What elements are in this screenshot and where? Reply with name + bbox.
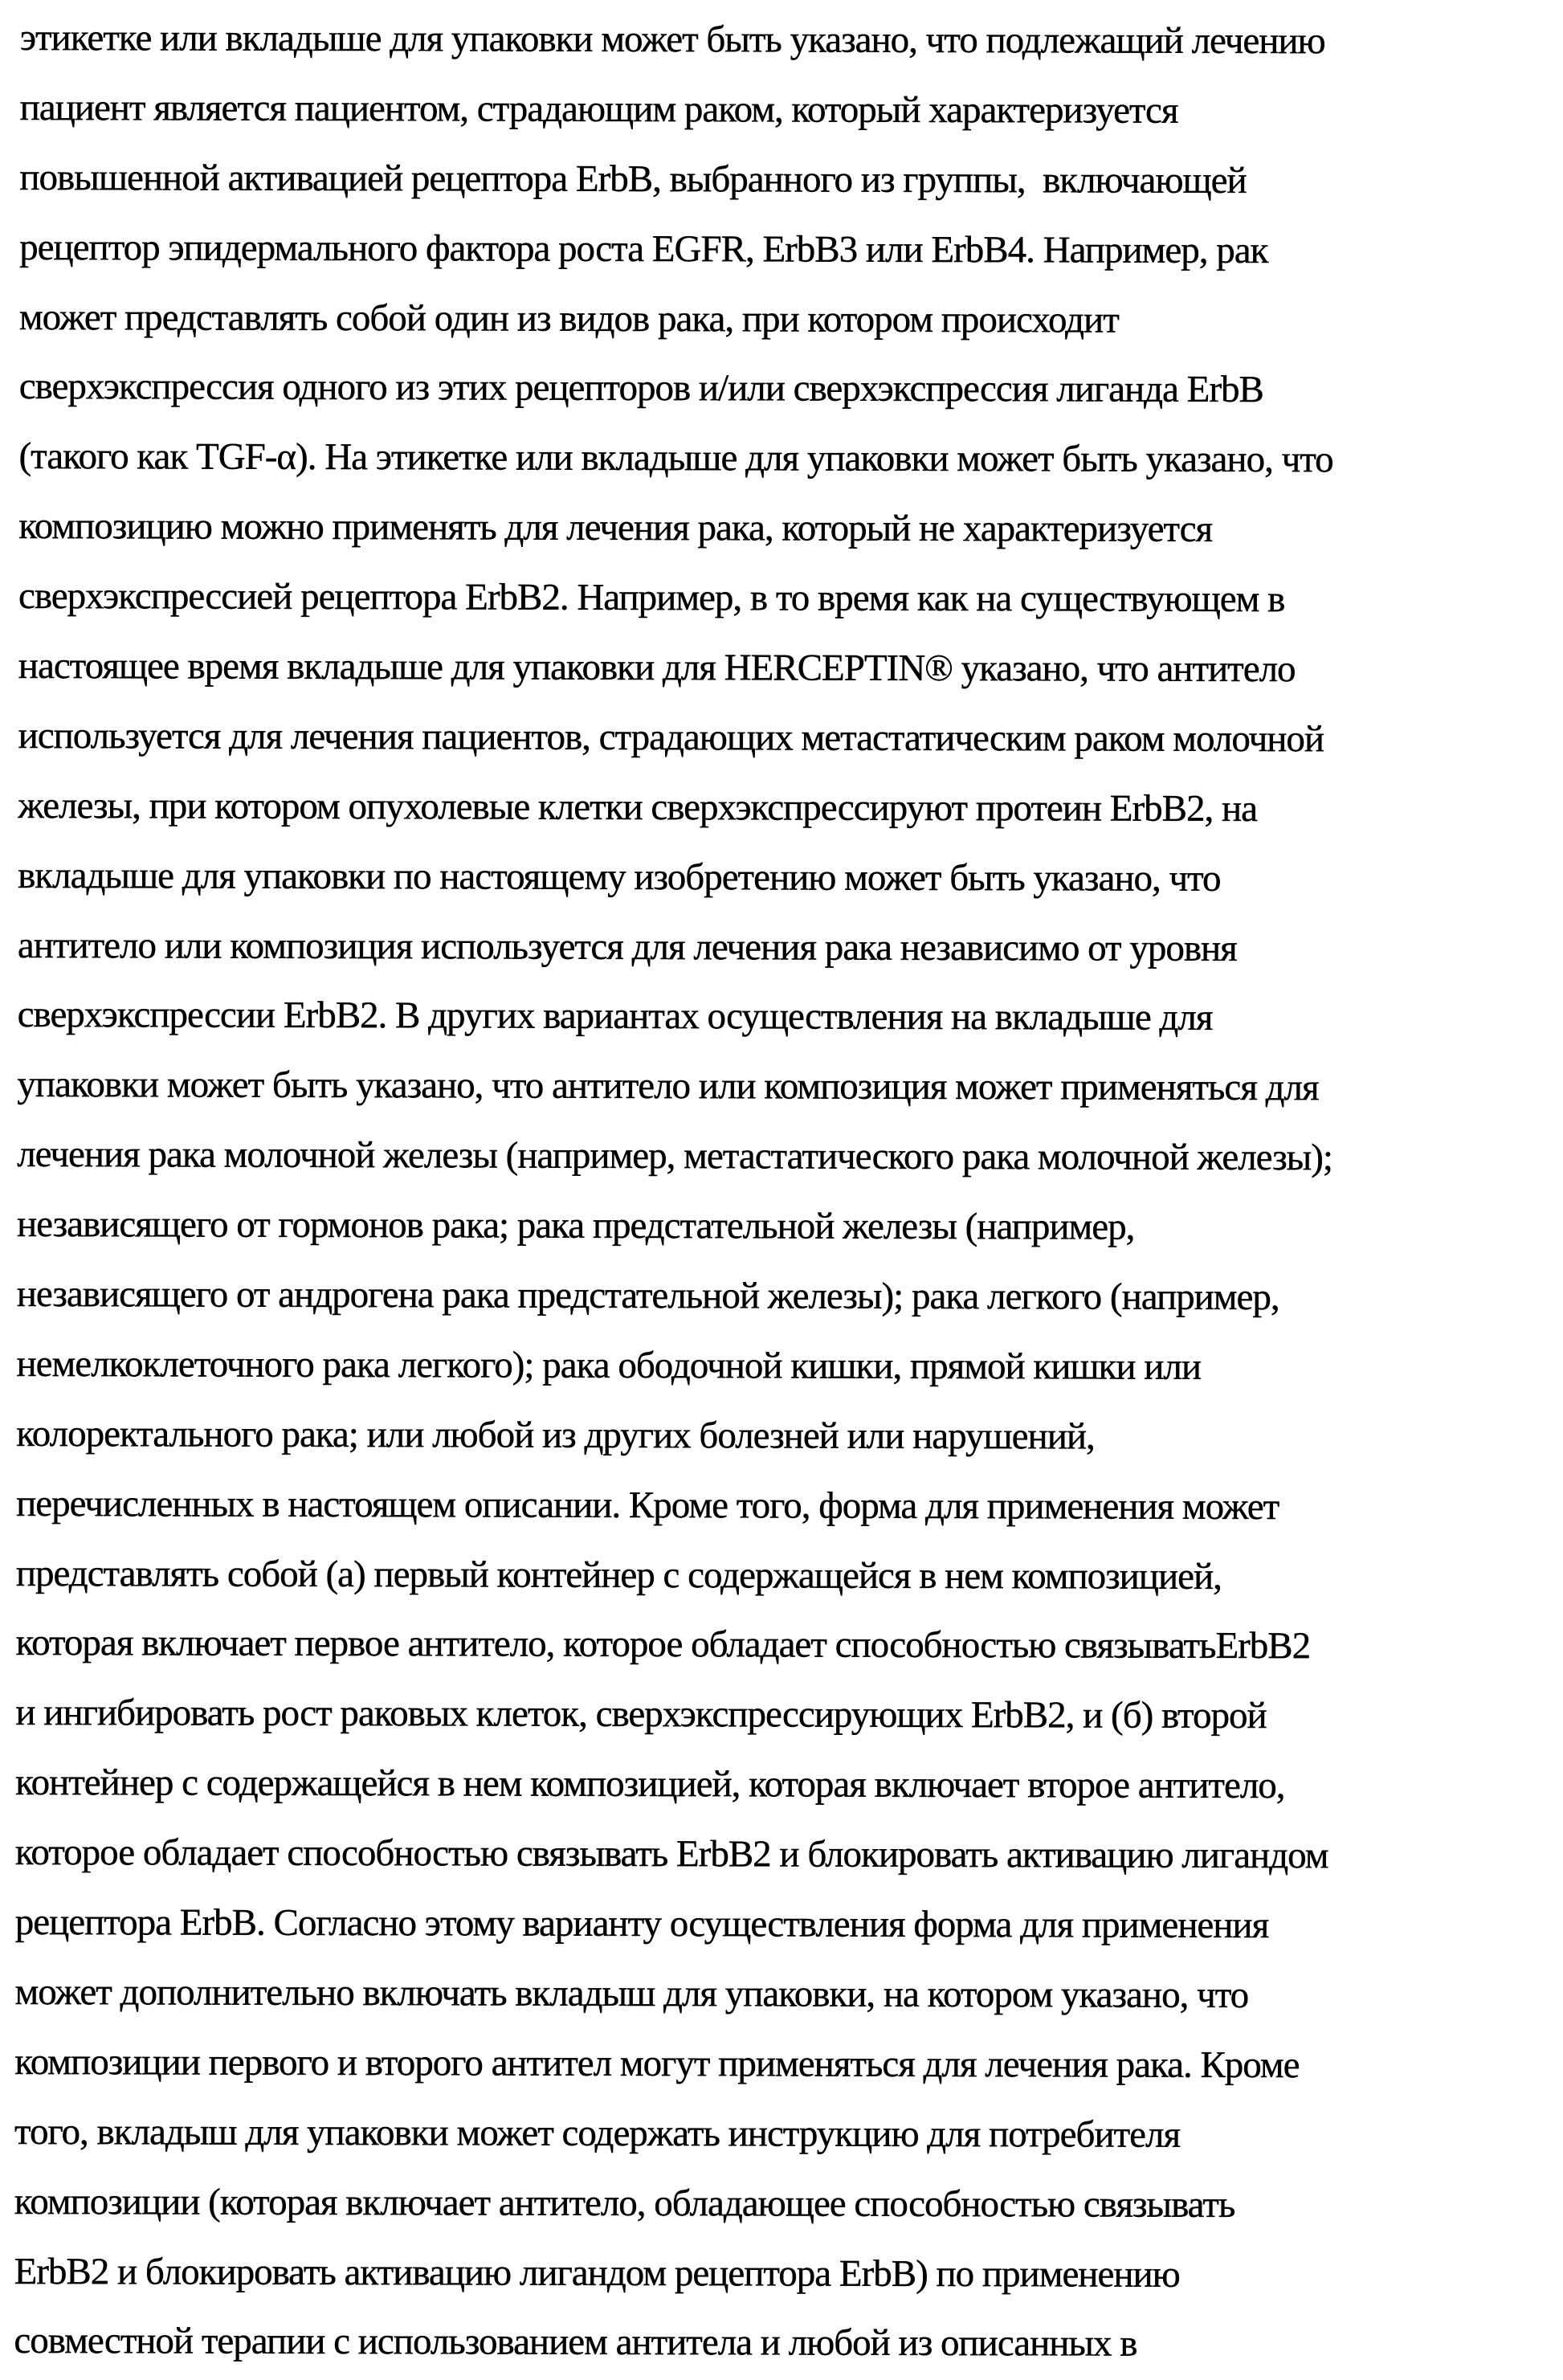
text-line: лечения рака молочной железы (например, метастатического рака молочной железы); [17, 1133, 1333, 1179]
text-line: (такого как TGF-α). На этикетке или вкладыше для упаковки может быть указано, что [18, 435, 1333, 481]
text-line: рецептор эпидермального фактора роста EGFR, ErbB3 или ErbB4. Например, рак [19, 226, 1268, 271]
text-line: и ингибировать рост раковых клеток, сверхэкспрессирующих ErbB2, и (б) второй [15, 1692, 1267, 1737]
text-line: повышенной активацией рецептора ErbB, выбранного из группы, включающей [19, 156, 1247, 202]
text-line: сверхэкспрессия одного из этих рецепторов и/или сверхэкспрессия лиганда ErbB [18, 365, 1263, 411]
text-line: которая включает первое антитело, которое обладает способностью связыватьErbB2 [15, 1622, 1311, 1668]
text-line: совместной терапии с использованием антитела и любой из описанных в [14, 2320, 1137, 2366]
text-line: антитело или композиция используется для лечения рака независимо от уровня [17, 924, 1237, 970]
text-line: сверхэкспрессией рецептора ErbB2. Например, в то время как на существующем в [18, 575, 1285, 621]
text-line: рецептора ErbB. Согласно этому варианту осуществления форма для применения [14, 1901, 1269, 1947]
text-line: этикетке или вкладыше для упаковки может быть указано, что подлежащий лечению [19, 16, 1325, 63]
text-line: может представлять собой один из видов рака, при котором происходит [18, 296, 1119, 341]
text-line: ErbB2 и блокировать активацию лигандом рецептора ErbB) по применению [14, 2250, 1180, 2296]
text-line: колоректального рака; или любой из других болезней или нарушений, [16, 1412, 1095, 1458]
text-line: упаковки может быть указано, что антитело или композиция может применяться для [17, 1063, 1319, 1109]
text-line: вкладыше для упаковки по настоящему изобретению может быть указано, что [18, 854, 1221, 900]
text-line: независящего от андрогена рака предстательной железы); рака легкого (например, [16, 1273, 1279, 1319]
text-line: перечисленных в настоящем описании. Кроме того, форма для применения может [16, 1482, 1279, 1528]
text-line: настоящее время вкладыше для упаковки для HERCEPTIN® указано, что антитело [18, 645, 1296, 691]
text-line: представлять собой (а) первый контейнер с содержащейся в нем композицией, [15, 1552, 1222, 1598]
document-page [14, 3, 1563, 2375]
text-line: железы, при котором опухолевые клетки сверхэкспрессируют протеин ErbB2, на [18, 784, 1258, 830]
text-line: сверхэкспрессии ErbB2. В других вариантах осуществления на вкладыше для [17, 994, 1213, 1039]
text-line: немелкоклеточного рака легкого); рака ободочной кишки, прямой кишки или [16, 1342, 1202, 1388]
text-line: того, вкладыш для упаковки может содержать инструкцию для потребителя [14, 2110, 1181, 2156]
text-line: используется для лечения пациентов, страдающих метастатическим раком молочной [18, 714, 1324, 761]
text-line: композицию можно применять для лечения рака, который не характеризуется [18, 505, 1213, 551]
text-line: композиции первого и второго антител могут применяться для лечения рака. Кроме [14, 2040, 1300, 2087]
text-line: композиции (которая включает антитело, обладающее способностью связывать [14, 2180, 1235, 2226]
text-line: может дополнительно включать вкладыш для упаковки, на котором указано, что [14, 1970, 1249, 2016]
text-line: пациент является пациентом, страдающим раком, который характеризуется [19, 86, 1178, 132]
text-line: которое обладает способностью связывать ErbB2 и блокировать активацию лигандом [14, 1831, 1328, 1877]
text-line: независящего от гормонов рака; рака предстательной железы (например, [16, 1203, 1135, 1248]
text-line: контейнер с содержащейся в нем композицией, которая включает второе антитело, [15, 1762, 1285, 1807]
